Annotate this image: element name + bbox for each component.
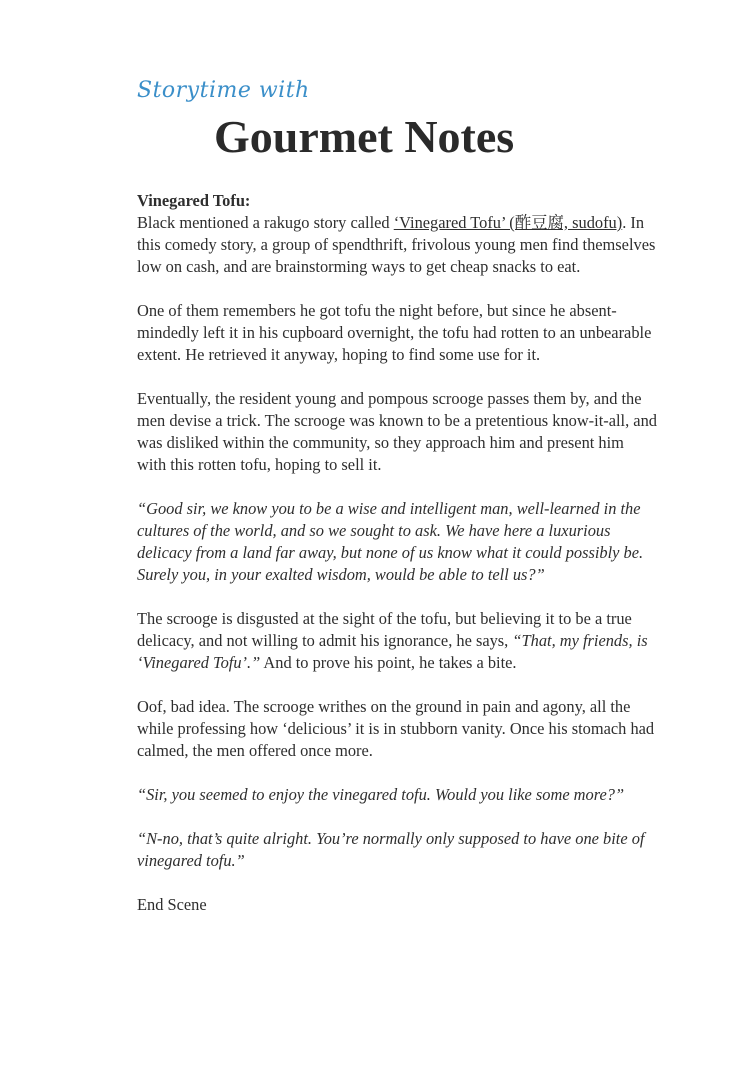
intro-text-end: . In this comedy story, a group of spendthrift, frivolous young men find themselves low on cash, and are brainstorming ways to get cheap snacks to eat. — [137, 213, 656, 276]
page-title: Gourmet Notes — [214, 111, 515, 162]
article-body — [137, 190, 657, 938]
kicker-text: Storytime with — [137, 78, 310, 103]
paragraph-tofu: One of them remembers he got tofu the night before, but since he absent-mindedly left it in his cupboard overnight, the tofu had rotten to an unbearable extent. He retrieved it anyway, hoping to find some use for it. — [137, 301, 652, 364]
intro-paragraph — [137, 190, 657, 278]
bite-text-start: The scrooge is disgusted at the sight of the tofu, but believing it to be a true delicacy, and not willing to admit his ignorance, he says, — [137, 609, 632, 650]
quote-that-my-friends: “That, my friends, is ‘Vinegared Tofu’.” — [137, 631, 648, 672]
paragraph-oof: Oof, bad idea. The scrooge writhes on the ground in pain and agony, all the while professing how ‘delicious’ it is in stubborn vanity. Once his stomach had calmed, the men offered once more. — [137, 697, 655, 760]
quote-good-sir: “Good sir, we know you to be a wise and intelligent man, well-learned in the cultures of the world, and so we sought to ask. We have here a luxurious delicacy from a land far away, but none of us know what it could possibly be. Surely you, in your exalted wisdom, would be able to tell us?” — [137, 499, 644, 584]
end-scene: End Scene — [137, 895, 207, 914]
section-heading: Vinegared Tofu: — [137, 191, 251, 210]
quote-no-thanks: “N-no, that’s quite alright. You’re normally only supposed to have one bite of vinegared tofu.” — [137, 829, 645, 870]
quote-some-more: “Sir, you seemed to enjoy the vinegared tofu. Would you like some more?” — [137, 785, 625, 804]
story-title-link[interactable]: ‘Vinegared Tofu’ (酢豆腐, sudofu) — [393, 213, 623, 232]
bite-text-end: And to prove his point, he takes a bite. — [260, 653, 517, 672]
intro-text-start: Black mentioned a rakugo story called — [137, 213, 394, 232]
paragraph-bite — [137, 608, 657, 674]
paragraph-scrooge: Eventually, the resident young and pompous scrooge passes them by, and the men devise a trick. The scrooge was known to be a pretentious know-it-all, and was disliked within the community, so they approach him and present him with this rotten tofu, hoping to sell it. — [137, 389, 657, 474]
